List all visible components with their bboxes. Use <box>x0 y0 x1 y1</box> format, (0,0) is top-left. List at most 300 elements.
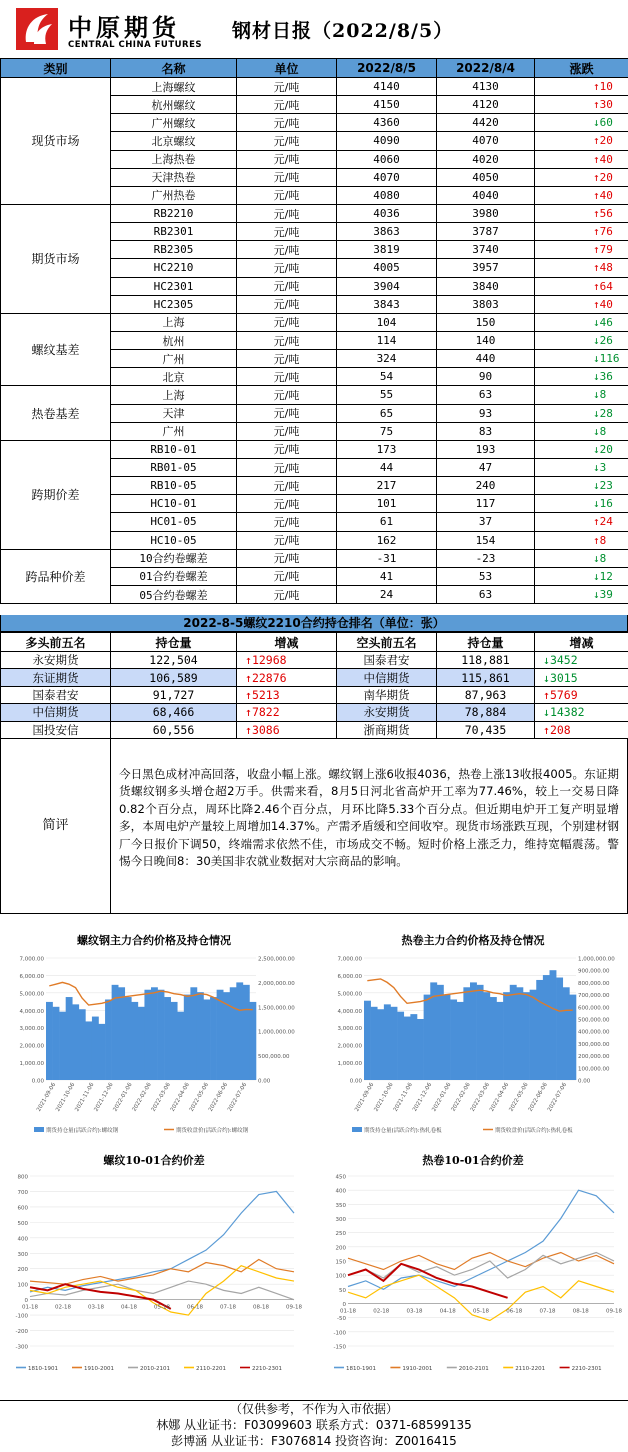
chart-title: 螺纹钢主力合约价格及持仓情况 <box>77 934 231 947</box>
arrow-down-icon: ↓ <box>593 569 600 583</box>
y-left-tick: 0.00 <box>31 1078 44 1085</box>
change-cell <box>535 96 628 114</box>
x-tick: 09-18 <box>606 1308 622 1315</box>
arrow-down-icon: ↓ <box>593 334 600 348</box>
table-row <box>1 386 628 404</box>
oi-bar <box>463 987 470 1080</box>
oi-bar <box>497 1002 504 1080</box>
arrow-down-icon: ↓ <box>593 406 600 420</box>
change-cell <box>535 150 628 168</box>
change-cell <box>535 531 628 549</box>
disclaimer: （仅供参考，不作为入市依据） <box>229 1402 398 1416</box>
today-value: 324 <box>337 350 437 368</box>
x-tick: 2021-09-06 <box>36 1082 58 1113</box>
oi-bar <box>158 990 165 1080</box>
prev-value: 3840 <box>437 277 535 295</box>
unit-cell: 元/吨 <box>237 404 337 422</box>
y-left-tick: 5,000.00 <box>19 991 44 998</box>
position-table <box>0 632 628 739</box>
analyst-line-1: 林娜 从业证书：F03099603 联系方式：0371-68599135 <box>156 1418 472 1432</box>
arrow-down-icon: ↓ <box>593 588 600 601</box>
change-value: 8 <box>599 551 607 565</box>
item-name: RB01-05 <box>111 458 237 476</box>
column-header: 涨跌 <box>535 59 628 78</box>
item-name: HC2305 <box>111 295 237 313</box>
category-cell: 热卷基差 <box>1 386 111 440</box>
long-broker: 国泰君安 <box>1 686 111 703</box>
today-value: 75 <box>337 422 437 440</box>
y-right-tick: 500,000.00 <box>258 1054 290 1061</box>
category-cell: 跨品种价差 <box>1 549 111 603</box>
x-tick: 03-18 <box>88 1304 104 1311</box>
position-row <box>1 704 628 721</box>
legend-swatch <box>352 1127 362 1132</box>
company-name-cn: 中原期货 <box>68 13 180 42</box>
change-cell <box>535 567 628 585</box>
y-left-tick: 2,000.00 <box>337 1043 362 1050</box>
item-name: 上海 <box>111 313 237 331</box>
oi-bar <box>184 995 191 1080</box>
chart-title: 螺纹10-01合约价差 <box>103 1154 205 1167</box>
oi-bar <box>217 990 224 1080</box>
arrow-down-icon: ↓ <box>593 442 600 456</box>
change-value: 26 <box>599 334 613 348</box>
today-value: 4090 <box>337 132 437 150</box>
arrow-up-icon: ↑ <box>593 225 600 239</box>
oi-bar <box>450 999 457 1080</box>
change-value: 10 <box>599 80 613 94</box>
y-left-tick: 6,000.00 <box>337 973 362 980</box>
long-quantity: 60,556 <box>111 721 237 738</box>
unit-cell: 元/吨 <box>237 440 337 458</box>
today-value: 162 <box>337 531 437 549</box>
column-header: 类别 <box>1 59 111 78</box>
change-cell <box>535 277 628 295</box>
change-cell <box>535 350 628 368</box>
arrow-up-icon: ↑ <box>593 243 600 257</box>
y-tick: 400 <box>17 1236 28 1243</box>
y-tick: 400 <box>335 1188 346 1195</box>
change-cell <box>535 313 628 331</box>
prev-value: 3803 <box>437 295 535 313</box>
change-cell <box>535 404 628 422</box>
arrow-up-icon: ↑ <box>593 279 600 293</box>
oi-bar <box>444 995 451 1080</box>
table-row <box>1 204 628 222</box>
unit-cell: 元/吨 <box>237 295 337 313</box>
unit-cell: 元/吨 <box>237 313 337 331</box>
today-value: 173 <box>337 440 437 458</box>
position-ranking-title: 2022-8-5螺纹2210合约持仓排名（单位：张） <box>0 615 628 632</box>
y-tick: 250 <box>335 1231 346 1238</box>
y-right-tick: 100,000.00 <box>578 1066 610 1073</box>
oi-bar <box>536 980 543 1080</box>
item-name: 广州螺纹 <box>111 114 237 132</box>
oi-bar <box>99 1024 106 1080</box>
change-cell <box>535 549 628 567</box>
today-value: 4140 <box>337 78 437 96</box>
oi-bar <box>543 975 550 1080</box>
item-name: 广州热卷 <box>111 186 237 204</box>
legend-swatch <box>34 1127 44 1132</box>
y-tick: 450 <box>335 1174 346 1181</box>
change-value: 23 <box>599 479 613 493</box>
item-name: HC2301 <box>111 277 237 295</box>
change-value: 28 <box>599 406 613 420</box>
change-value: 12 <box>599 569 613 583</box>
change-cell <box>535 259 628 277</box>
y-right-tick: 0.00 <box>578 1078 591 1085</box>
position-column-header: 增减 <box>535 633 628 652</box>
unit-cell: 元/吨 <box>237 150 337 168</box>
long-change <box>237 704 337 721</box>
unit-cell: 元/吨 <box>237 585 337 603</box>
y-right-tick: 1,000,000.00 <box>578 956 615 963</box>
prev-value: 240 <box>437 477 535 495</box>
rebar-spread-chart <box>4 1150 304 1382</box>
short-change <box>535 669 628 686</box>
arrow-down-icon: ↓ <box>593 388 600 402</box>
x-tick: 2022-07-06 <box>546 1082 569 1113</box>
item-name: RB10-01 <box>111 440 237 458</box>
y-tick: 700 <box>17 1189 28 1196</box>
unit-cell: 元/吨 <box>237 277 337 295</box>
change-value: 8 <box>599 388 607 402</box>
position-table-container <box>0 632 628 739</box>
oi-bar <box>470 982 477 1080</box>
long-broker: 永安期货 <box>1 652 111 669</box>
oi-bar <box>105 999 112 1080</box>
change-value: 8 <box>599 533 607 547</box>
arrow-down-icon: ↓ <box>593 424 600 438</box>
prev-value: 93 <box>437 404 535 422</box>
x-tick: 2021-10-06 <box>373 1082 395 1113</box>
change-cell <box>535 422 628 440</box>
y-tick: 0 <box>24 1298 28 1305</box>
item-name: 北京螺纹 <box>111 132 237 150</box>
unit-cell: 元/吨 <box>237 458 337 476</box>
short-quantity: 78,884 <box>437 704 535 721</box>
prev-value: 4120 <box>437 96 535 114</box>
y-tick: -200 <box>15 1329 28 1336</box>
change-value: 24 <box>599 515 613 529</box>
item-name: HC10-05 <box>111 531 237 549</box>
unit-cell: 元/吨 <box>237 368 337 386</box>
hrc-spread-chart <box>322 1150 624 1382</box>
y-left-tick: 1,000.00 <box>337 1061 362 1068</box>
item-name: RB10-05 <box>111 477 237 495</box>
arrow-down-icon: ↓ <box>543 705 550 720</box>
prev-value: 53 <box>437 567 535 585</box>
unit-cell: 元/吨 <box>237 114 337 132</box>
position-table-body <box>1 652 628 739</box>
arrow-down-icon: ↓ <box>593 370 600 384</box>
oi-bar <box>249 1002 256 1080</box>
short-change <box>535 721 628 738</box>
unit-cell: 元/吨 <box>237 422 337 440</box>
y-tick: -50 <box>337 1316 346 1323</box>
item-name: 广州 <box>111 422 237 440</box>
y-tick: 300 <box>335 1217 346 1223</box>
today-value: 114 <box>337 331 437 349</box>
legend-label: 1910-2001 <box>402 1366 433 1372</box>
oi-bar <box>131 1002 138 1080</box>
short-broker: 中信期货 <box>337 669 437 686</box>
long-change-value: 7822 <box>251 705 280 720</box>
oi-bar <box>230 987 237 1080</box>
oi-bar <box>404 1017 411 1080</box>
column-header: 2022/8/5 <box>337 59 437 78</box>
change-cell <box>535 168 628 186</box>
y-tick: 350 <box>335 1202 346 1209</box>
series-line <box>30 1259 294 1284</box>
oi-bar <box>190 987 197 1080</box>
analyst-line-2: 彭博涵 从业证书：F3076814 投资咨询：Z0016415 <box>171 1434 457 1448</box>
x-tick: 01-18 <box>340 1308 356 1315</box>
item-name: 杭州螺纹 <box>111 96 237 114</box>
change-value: 20 <box>599 442 613 456</box>
hrc-price-oi-chart <box>322 928 624 1150</box>
oi-bar <box>490 997 497 1080</box>
oi-bar <box>550 970 557 1080</box>
oi-bar <box>457 1002 464 1080</box>
category-cell: 期货市场 <box>1 204 111 313</box>
item-name: 天津 <box>111 404 237 422</box>
long-change <box>237 721 337 738</box>
legend-label: 期货持仓量(活跃合约):热轧卷板 <box>364 1128 442 1134</box>
arrow-down-icon: ↓ <box>593 352 600 366</box>
change-value: 46 <box>599 315 613 329</box>
today-value: 41 <box>337 567 437 585</box>
long-change <box>237 686 337 703</box>
y-right-tick: 600,000.00 <box>578 1005 610 1012</box>
change-value: 20 <box>599 134 613 148</box>
oi-bar <box>410 1014 417 1080</box>
change-cell <box>535 458 628 476</box>
today-value: 24 <box>337 585 437 603</box>
price-table <box>0 58 628 604</box>
y-left-tick: 6,000.00 <box>19 973 44 980</box>
unit-cell: 元/吨 <box>237 567 337 585</box>
y-right-tick: 500,000.00 <box>578 1017 610 1024</box>
prev-value: 90 <box>437 368 535 386</box>
y-right-tick: 2,000,000.00 <box>258 980 295 987</box>
x-tick: 2022-04-06 <box>169 1082 191 1113</box>
y-left-tick: 4,000.00 <box>337 1008 362 1015</box>
today-value: 55 <box>337 386 437 404</box>
arrow-up-icon: ↑ <box>593 261 600 275</box>
short-quantity: 87,963 <box>437 686 535 703</box>
short-change-value: 3452 <box>549 653 578 668</box>
change-cell <box>535 513 628 531</box>
x-tick: 2022-03-06 <box>469 1082 492 1113</box>
oi-bar <box>377 1009 384 1080</box>
long-broker: 东证期货 <box>1 669 111 686</box>
change-value: 3 <box>599 461 607 475</box>
oi-bar <box>556 978 563 1080</box>
change-value: 116 <box>599 352 620 366</box>
x-tick: 07-18 <box>539 1308 556 1315</box>
unit-cell: 元/吨 <box>237 168 337 186</box>
item-name: 杭州 <box>111 331 237 349</box>
price-table-body <box>1 78 628 604</box>
prev-value: 4020 <box>437 150 535 168</box>
prev-value: 3740 <box>437 241 535 259</box>
x-tick: 09-18 <box>286 1304 302 1311</box>
oi-bar <box>417 1019 424 1080</box>
short-change <box>535 704 628 721</box>
change-value: 40 <box>599 152 613 166</box>
y-left-tick: 3,000.00 <box>19 1026 44 1033</box>
arrow-up-icon: ↑ <box>593 98 600 112</box>
oi-bar <box>138 1007 145 1080</box>
y-right-tick: 1,000,000.00 <box>258 1029 295 1036</box>
y-right-tick: 0.00 <box>258 1078 271 1085</box>
change-value: 40 <box>599 188 613 202</box>
arrow-up-icon: ↑ <box>593 152 600 166</box>
unit-cell: 元/吨 <box>237 204 337 222</box>
oi-bar <box>66 997 73 1080</box>
commentary-text: 今日黑色成材冲高回落，收盘小幅上涨。螺纹钢上涨6收报4036，热卷上涨13收报4005。东证期货螺纹钢多头增仓超2万手。供需来看，8月5日河北省高炉开工率为77.46%，较上一交易日降0.82个百分点，周环比降2.46个百分点，月环比降5.33个百分点。但近期电炉开工复产明显增多，本周电炉产量较上周增加14.37%。产需矛盾缓和空间收窄。现货市场涨跌互现，个别建材钢厂今日报价下调50，终端需求依然不佳，市场成交不畅。短时价格上涨乏力，维持宽幅震荡。警惕今日晚间8：30美国非农就业数据对大宗商品的影响。 <box>119 767 619 869</box>
change-value: 76 <box>599 225 613 239</box>
today-value: 101 <box>337 495 437 513</box>
unit-cell: 元/吨 <box>237 223 337 241</box>
long-change-value: 3086 <box>251 722 280 737</box>
change-value: 56 <box>599 207 613 221</box>
short-change <box>535 652 628 669</box>
item-name: 10合约卷螺差 <box>111 549 237 567</box>
y-left-tick: 0.00 <box>349 1078 362 1085</box>
change-value: 20 <box>599 170 613 184</box>
today-value: 4036 <box>337 204 437 222</box>
short-quantity: 70,435 <box>437 721 535 738</box>
legend-label: 期货收盘价(活跃合约):螺纹钢 <box>176 1128 249 1134</box>
position-row <box>1 721 628 738</box>
today-value: -31 <box>337 549 437 567</box>
long-broker: 中信期货 <box>1 704 111 721</box>
change-cell <box>535 331 628 349</box>
arrow-up-icon: ↑ <box>593 515 600 529</box>
y-right-tick: 300,000.00 <box>578 1041 610 1048</box>
x-tick: 04-18 <box>121 1304 137 1311</box>
column-header: 2022/8/4 <box>437 59 535 78</box>
y-tick: 100 <box>17 1282 28 1289</box>
change-cell <box>535 241 628 259</box>
short-broker: 永安期货 <box>337 704 437 721</box>
x-tick: 07-18 <box>220 1304 236 1311</box>
arrow-up-icon: ↑ <box>543 687 550 702</box>
oi-bar <box>437 985 444 1080</box>
y-tick: -150 <box>333 1344 346 1351</box>
oi-bar <box>79 1009 86 1080</box>
arrow-up-icon: ↑ <box>593 188 600 202</box>
long-change <box>237 652 337 669</box>
change-cell <box>535 295 628 313</box>
legend-label: 2210-2301 <box>252 1366 282 1372</box>
x-tick: 2021-10-06 <box>55 1082 77 1113</box>
x-tick: 06-18 <box>506 1308 523 1315</box>
item-name: 广州 <box>111 350 237 368</box>
arrow-up-icon: ↑ <box>593 170 600 184</box>
x-tick: 2022-06-06 <box>207 1082 230 1113</box>
y-tick: 600 <box>17 1205 28 1212</box>
legend-label: 1910-2001 <box>84 1366 114 1372</box>
y-tick: 100 <box>335 1273 346 1280</box>
short-broker: 国泰君安 <box>337 652 437 669</box>
unit-cell: 元/吨 <box>237 331 337 349</box>
oi-bar <box>483 992 490 1080</box>
prev-value: 47 <box>437 458 535 476</box>
oi-bar <box>92 1017 99 1080</box>
position-column-header: 增减 <box>237 633 337 652</box>
change-cell <box>535 186 628 204</box>
today-value: 3904 <box>337 277 437 295</box>
unit-cell: 元/吨 <box>237 132 337 150</box>
change-value: 30 <box>599 98 613 112</box>
unit-cell: 元/吨 <box>237 495 337 513</box>
item-name: 上海螺纹 <box>111 78 237 96</box>
logo-mark-icon <box>14 6 60 52</box>
change-cell <box>535 440 628 458</box>
y-tick: -100 <box>333 1330 346 1337</box>
item-name: RB2210 <box>111 204 237 222</box>
y-right-tick: 800,000.00 <box>578 980 610 987</box>
oi-bar <box>72 1004 79 1080</box>
change-value: 64 <box>599 279 613 293</box>
position-column-header: 持仓量 <box>437 633 535 652</box>
oi-bar <box>510 985 517 1080</box>
change-cell <box>535 114 628 132</box>
prev-value: 3957 <box>437 259 535 277</box>
legend-label: 2110-2201 <box>515 1366 546 1372</box>
x-tick: 2022-01-06 <box>431 1082 453 1113</box>
table-row <box>1 440 628 458</box>
change-value: 16 <box>599 497 613 511</box>
change-value: 48 <box>599 261 613 275</box>
short-change <box>535 686 628 703</box>
y-tick: 800 <box>17 1174 28 1181</box>
arrow-down-icon: ↓ <box>543 670 550 685</box>
oi-bar <box>144 990 151 1080</box>
oi-bar <box>397 1012 404 1080</box>
x-tick: 2022-03-06 <box>150 1082 172 1113</box>
x-tick: 2022-06-06 <box>527 1082 549 1113</box>
x-tick: 2022-01-06 <box>112 1082 134 1113</box>
oi-bar <box>243 985 250 1080</box>
y-left-tick: 7,000.00 <box>337 956 362 963</box>
x-tick: 2022-07-06 <box>227 1082 249 1113</box>
change-value: 60 <box>599 116 613 130</box>
x-tick: 04-18 <box>439 1308 456 1315</box>
report-header <box>0 0 628 58</box>
y-tick: 200 <box>17 1267 28 1274</box>
short-quantity: 118,881 <box>437 652 535 669</box>
oi-bar <box>177 1012 184 1080</box>
prev-value: 440 <box>437 350 535 368</box>
unit-cell: 元/吨 <box>237 549 337 567</box>
unit-cell: 元/吨 <box>237 531 337 549</box>
chart-title: 热卷10-01合约价差 <box>422 1154 524 1167</box>
short-broker: 浙商期货 <box>337 721 437 738</box>
item-name: RB2301 <box>111 223 237 241</box>
arrow-down-icon: ↓ <box>593 479 600 493</box>
oi-bar <box>530 990 537 1080</box>
series-line <box>30 1191 294 1291</box>
change-cell <box>535 204 628 222</box>
change-cell <box>535 477 628 495</box>
legend-label: 1810-1901 <box>346 1366 376 1372</box>
today-value: 4360 <box>337 114 437 132</box>
